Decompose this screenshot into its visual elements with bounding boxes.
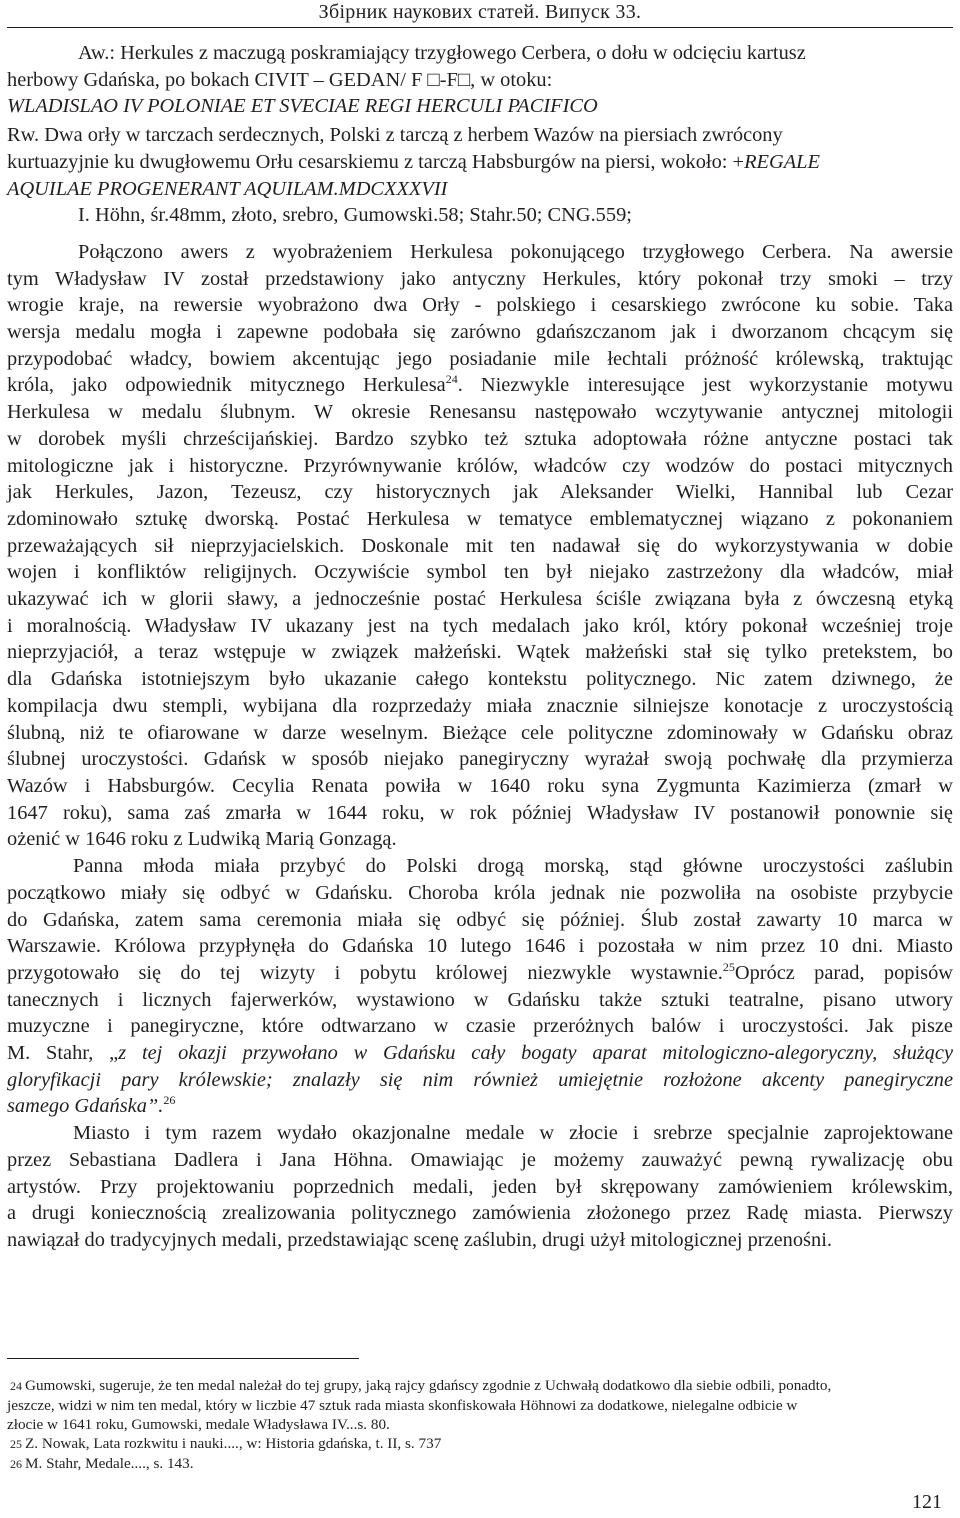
footnote-text: złocie w 1641 roku, Gumowski, medale Władysława IV...s. 80.: [7, 1416, 390, 1433]
text-line: [7, 399, 953, 426]
footnote-number: 24: [10, 1379, 22, 1393]
text-run: wersja medalu mogła i zapewne podobała się zarówno gdańszczanom jak i dworzanom chcącym się: [7, 321, 953, 344]
text-line: [7, 533, 953, 560]
text-run: Aw.: Herkules z maczugą poskramiający trzygłowego Cerbera, o dołu w odcięciu kartusz: [78, 42, 806, 64]
text-line: [7, 800, 953, 827]
text-run: w dorobek myśli chrześcijańskiej. Bardzo szybko też sztuka adoptowała różne antyczne postaci tak: [7, 427, 953, 450]
text-run: ożenić w 1646 roku z Ludwiką Marią Gonzagą.: [7, 828, 397, 851]
footnote-text: M. Stahr, Medale...., s. 143.: [25, 1455, 194, 1472]
footnote-26: [7, 1454, 953, 1474]
text-run: artystów. Przy projektowaniu poprzednich medali, jeden był skrępowany zamówieniem królewskim,: [7, 1175, 953, 1198]
text-run: Wazów i Habsburgów. Cecylia Renata powiła w 1640 roku syna Zygmunta Kazimierza (zmarł w: [7, 774, 953, 797]
text-line: [7, 586, 953, 613]
text-run: tanecznych i licznych fajerwerków, wystawiono w Gdańsku także sztuki teatralne, pisano utwory: [7, 988, 953, 1011]
footnote-number: 26: [10, 1457, 22, 1471]
text-line: [7, 40, 953, 67]
text-run: 1647 roku), sama zaś zmarła w 1644 roku, w rok później Władysław IV postanowił ponownie się: [7, 801, 953, 824]
text-line: [7, 506, 953, 533]
text-run: kompilacja dwu stempli, wybijana dla rozprzedaży miała znacznie silniejsze konotacje z uroczystością: [7, 694, 953, 717]
body-paragraph-2: [7, 853, 953, 1120]
text-line: [7, 853, 953, 880]
text-run: przeważających sił nieprzyjacielskich. Doskonale mit ten nadawał się do wykorzystywania w dobie: [7, 534, 953, 557]
text-run: ślubnej uroczystości. Gdańsk w sposób niejako panegiryczny wyrażał swoją pochwałę dla przymierza: [7, 748, 953, 771]
footnote-text: Z. Nowak, Lata rozkwitu i nauki...., w: Historia gdańska, t. II, s. 737: [25, 1435, 442, 1452]
text-run: mitologiczne jak i historyczne. Przyrównywanie królów, władców czy wodzów do postaci mitycznych: [7, 454, 953, 477]
medal-obverse-description: [7, 40, 953, 122]
footnote-line: [7, 1396, 953, 1415]
italic-run: samego Gdańska”.: [7, 1095, 164, 1118]
text-run: Rw. Dwa orły w tarczach serdecznych, Polski z tarczą z herbem Wazów na piersiach zwrócony: [7, 124, 783, 147]
text-run: herbowy Gdańska, po bokach CIVIT – GEDAN/ F □-F□, w otoku:: [7, 68, 553, 91]
italic-run: z tej okazji przywołano w Gdańsku cały bogaty aparat mitologiczno-alegoryczny, służący: [118, 1042, 954, 1065]
text-run: a drugi koniecznością zrealizowania politycznego zamówienia złożonego przez Radę miasta. Pierwszy: [7, 1202, 953, 1225]
header-divider: [7, 27, 953, 28]
text-run: początkowo miały się odbyć w Gdańsku. Choroba króla jednak nie pozwoliła na osobiste przybycie: [7, 881, 953, 904]
text-line: [7, 67, 953, 94]
footnote-reference: 26: [163, 1093, 176, 1108]
body-paragraph-3: [7, 1120, 953, 1254]
footnote-divider: [7, 1358, 359, 1359]
spacer: [7, 231, 953, 239]
text-line: [7, 93, 953, 120]
text-line: [7, 559, 953, 586]
medal-reverse-description: [7, 122, 953, 231]
text-line: [7, 1174, 953, 1201]
text-run: Połączono awers z wyobrażeniem Herkulesa pokonującego trzygłowego Cerbera. Na awersie: [78, 240, 953, 263]
text-run: ślubną, niż te ofiarowane w darze weselnym. Bieżące cele polityczne zdominowały w Gdańsku obraz: [7, 721, 953, 744]
text-run: dla Gdańska istotniejszym było ukazanie całego kontekstu politycznego. Nic zatem dziwnego, że: [7, 668, 953, 691]
text-line: [7, 1147, 953, 1174]
text-run: Herkulesa w medalu ślubnym. W okresie Renesansu następowało wczytywanie antycznej mitologii: [7, 401, 953, 424]
text-run: Warszawie. Królowa przypłynęła do Gdańska 10 lutego 1646 i pozostała w nim przez 10 dni. Miasto: [7, 935, 953, 958]
text-run: do Gdańska, zatem sama ceremonia miała się odbyć się później. Ślub został zawarty 10 marca w: [7, 908, 953, 931]
text-run: Oprócz parad, popisów: [734, 961, 953, 984]
text-run: i moralnością. Władysław IV ukazany jest na tych medalach jako król, który pokonał wcześniej troje: [7, 614, 953, 637]
footnote-line: [7, 1434, 953, 1454]
text-line: [7, 292, 953, 319]
text-run: nieprzyjaciół, a teraz wstępuje w związek małżeński. Wątek małżeński stał się tylko pretekstem, bo: [7, 641, 953, 664]
text-line: [7, 746, 953, 773]
footnote-reference: 24: [445, 372, 458, 387]
italic-run: gloryfikacji pary królewskie; znalazły się nim również umiejętnie rozłożone akcenty panegiryczne: [7, 1068, 953, 1091]
text-line: [7, 1013, 953, 1040]
text-run: nawiązał do tradycyjnych medali, przedstawiając scenę zaślubin, drugi użył mitologicznej przenośni.: [7, 1228, 832, 1251]
text-run: króla, jako odpowiednik mitycznego Herkulesa: [7, 374, 446, 397]
page-content: [7, 40, 953, 1254]
text-run: wrogie kraje, na rewersie wyobrażono dwa Orły - polskiego i cesarskiego zwrócone ku sobie. Taka: [7, 294, 953, 317]
footnote-text: Gumowski, sugeruje, że ten medal należał do tej grupy, jaką rajcy gdańscy zgodnie z Uchwałą dodatkowo dla siebie odbili, ponadto,: [25, 1377, 832, 1394]
text-line: [7, 1200, 953, 1227]
text-line: [7, 1120, 953, 1147]
text-run: zdominowało sztukę dworską. Postać Herkulesa w tematyce emblematycznej wiązano z pokonaniem: [7, 507, 953, 530]
text-line: [7, 266, 953, 293]
text-line: [7, 880, 953, 907]
text-run: ukazywać ich w glorii sławy, a jednocześnie postać Herkulesa ściśle związana była z ówczesną etyką: [7, 588, 953, 611]
text-line: [7, 149, 953, 176]
text-line: [7, 907, 953, 934]
footnote-24: [7, 1376, 953, 1434]
text-line: [7, 122, 953, 149]
text-run: I. Höhn, śr.48mm, złoto, srebro, Gumowski.58; Stahr.50; CNG.559;: [78, 204, 632, 227]
footnote-line: [7, 1376, 953, 1396]
footnotes: [7, 1376, 953, 1474]
text-line: [7, 613, 953, 640]
text-run: przygotowało się do tej wizyty i pobytu królowej niezwykle wystawnie.: [7, 961, 723, 984]
footnote-line: [7, 1415, 953, 1434]
italic-run: WLADISLAO IV POLONIAE ET SVECIAE REGI HERCULI PACIFICO: [7, 95, 598, 118]
text-line: [7, 372, 953, 399]
text-line: [7, 453, 953, 480]
footnote-reference: 25: [722, 959, 735, 974]
footnote-number: 25: [10, 1437, 22, 1451]
text-line: [7, 176, 953, 203]
body-paragraph-1: [7, 239, 953, 853]
text-run: jak Herkules, Jazon, Tezeusz, czy historycznych jak Aleksander Wielki, Hannibal lub Cezar: [7, 481, 953, 504]
text-line: [7, 1067, 953, 1094]
italic-run: AQUILAE PROGENERANT AQUILAM.MDCXXXVII: [7, 177, 448, 200]
page-number: 121: [912, 1491, 942, 1513]
text-run: Panna młoda miała przybyć do Polski drogą morską, stąd główne uroczystości zaślubin: [73, 855, 953, 878]
text-line: [7, 202, 953, 229]
text-run: . Niezwykle interesujące jest wykorzystanie motywu: [457, 374, 954, 397]
text-line: [7, 639, 953, 666]
text-line: [7, 826, 953, 853]
footnote-line: [7, 1454, 953, 1474]
text-line: [7, 693, 953, 720]
footnote-text: jeszcze, widzi w nim ten medal, który w liczbie 47 sztuk rada miasta skonfiskowała Höhnowi za dodatkowe, nielegalne odbicie w: [7, 1397, 798, 1414]
text-line: [7, 1093, 953, 1120]
running-header: Збірник наукових статей. Випуск 33.: [318, 1, 642, 23]
text-line: [7, 720, 953, 747]
text-run: muzyczne i panegiryczne, które odtwarzano w czasie przeróżnych balów i uroczystości. Jak pisze: [7, 1015, 953, 1038]
text-line: [7, 1040, 953, 1067]
text-run: M. Stahr, „: [7, 1042, 119, 1065]
text-run: przez Sebastiana Dadlera i Jana Höhna. Omawiając je możemy zauważyć pewną rywalizację obu: [7, 1148, 953, 1171]
footnote-25: [7, 1434, 953, 1454]
italic-run: REGALE: [744, 150, 820, 173]
text-run: wojen i konfliktów religijnych. Oczywiście symbol ten był niejako zastrzeżony dla władców, miał: [7, 561, 953, 584]
text-line: [7, 960, 953, 987]
text-run: tym Władysław IV został przedstawiony jako antyczny Herkules, który pokonał trzy smoki – trzy: [7, 267, 953, 290]
text-line: [7, 319, 953, 346]
text-line: [7, 1227, 953, 1254]
text-line: [7, 987, 953, 1014]
text-line: [7, 933, 953, 960]
text-line: [7, 426, 953, 453]
text-line: [7, 479, 953, 506]
text-run: Miasto i tym razem wydało okazjonalne medale w złocie i srebrze specjalnie zaprojektowane: [73, 1122, 953, 1145]
text-run: kurtuazyjnie ku dwugłowemu Orłu cesarskiemu z tarczą Habsburgów na piersi, wokoło: +: [7, 150, 745, 173]
text-line: [7, 666, 953, 693]
text-line: [7, 239, 953, 266]
text-line: [7, 346, 953, 373]
text-run: przypodobać władcy, bowiem akcentując jego posiadanie mile łechtali próżność królewską, traktując: [7, 347, 953, 370]
text-line: [7, 773, 953, 800]
